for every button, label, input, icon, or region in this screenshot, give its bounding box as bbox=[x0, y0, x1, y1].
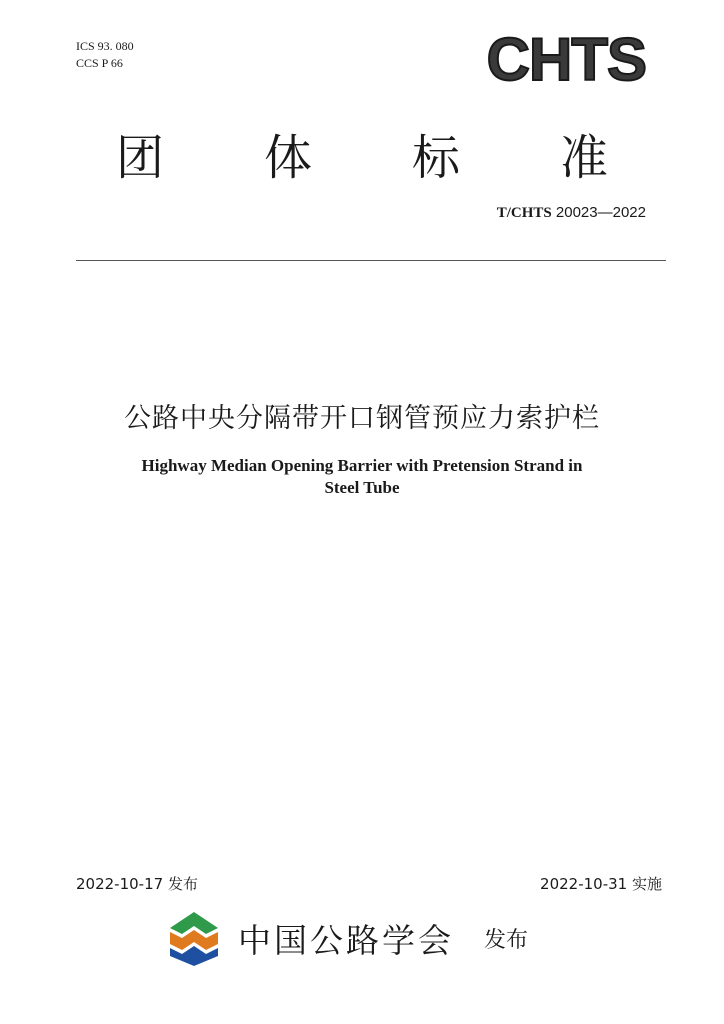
chinese-title: 公路中央分隔带开口钢管预应力索护栏 bbox=[124, 403, 600, 434]
standard-number-value: 20023—2022 bbox=[555, 204, 646, 221]
type-char: 标 bbox=[411, 130, 460, 186]
english-title bbox=[80, 455, 644, 499]
header-divider bbox=[76, 260, 666, 261]
publisher-name: 中国公路学会 bbox=[238, 920, 454, 960]
english-title-line: Highway Median Opening Barrier with Pretension Strand in bbox=[141, 456, 583, 475]
chts-brand-mark: CHTS bbox=[486, 26, 646, 93]
implementation-date: 2022-10-31 实施 bbox=[540, 875, 662, 893]
ics-code: ICS 93. 080 bbox=[76, 39, 134, 53]
classification-codes bbox=[76, 38, 134, 72]
standard-number-prefix: T/CHTS bbox=[496, 205, 552, 221]
chts-logo-icon bbox=[168, 910, 220, 966]
publisher-block bbox=[168, 910, 528, 966]
ccs-code: CCS P 66 bbox=[76, 56, 123, 70]
issue-date: 2022-10-17 发布 bbox=[76, 875, 198, 893]
english-title-line: Steel Tube bbox=[324, 478, 400, 497]
type-char: 团 bbox=[116, 130, 165, 186]
type-char: 体 bbox=[263, 130, 312, 186]
standard-number bbox=[497, 204, 646, 222]
standard-type-title bbox=[76, 130, 648, 186]
type-char: 准 bbox=[559, 130, 608, 186]
publisher-suffix: 发布 bbox=[484, 927, 529, 953]
